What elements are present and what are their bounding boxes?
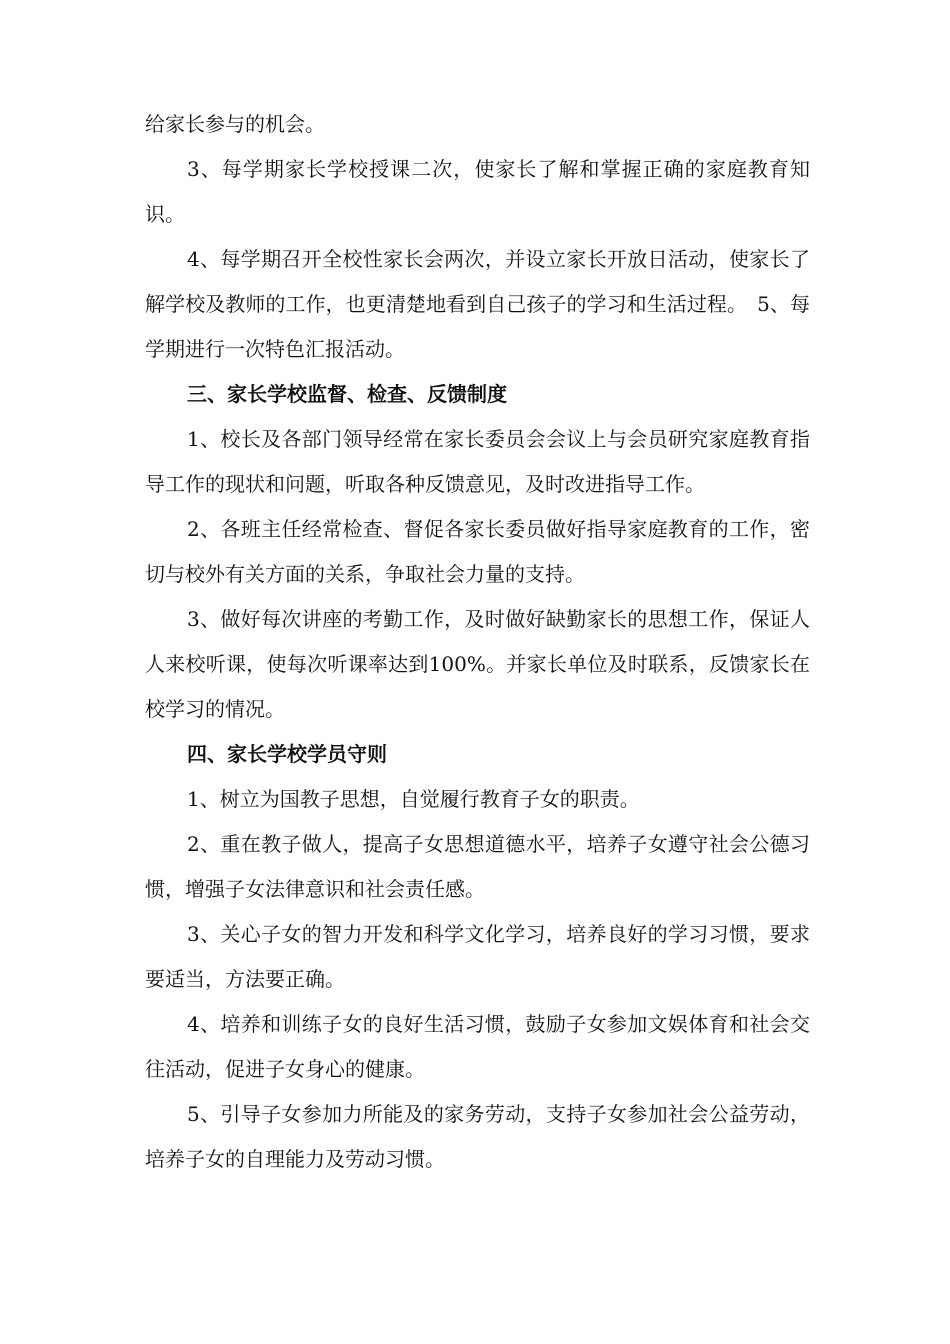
paragraph-section4-item-5: 5、引导子女参加力所能及的家务劳动，支持子女参加社会公益劳动，培养子女的自理能力及劳动习惯。 [145, 1102, 810, 1171]
paragraph-section3-item-3: 3、做好每次讲座的考勤工作，及时做好缺勤家长的思想工作，保证人人来校听课，使每次听课率达到100%。并家长单位及时联系，反馈家长在校学习的情况。 [145, 607, 810, 721]
section-heading-3: 三、家长学校监督、检查、反馈制度 [187, 382, 507, 406]
section-heading-4: 四、家长学校学员守则 [187, 742, 387, 766]
paragraph-item-4-5: 4、每学期召开全校性家长会两次，并设立家长开放日活动，使家长了解学校及教师的工作，也更清楚地看到自己孩子的学习和生活过程。 5、每学期进行一次特色汇报活动。 [145, 247, 810, 361]
paragraph-item-3: 3、每学期家长学校授课二次，使家长了解和掌握正确的家庭教育知识。 [145, 157, 810, 226]
paragraph-section4-item-2: 2、重在教子做人，提高子女思想道德水平，培养子女遵守社会公德习惯，增强子女法律意识和社会责任感。 [145, 832, 810, 901]
paragraph-continuation: 给家长参与的机会。 [145, 112, 325, 136]
document-body [145, 102, 810, 1182]
paragraph-section3-item-2: 2、各班主任经常检查、督促各家长委员做好指导家庭教育的工作，密切与校外有关方面的关系，争取社会力量的支持。 [145, 517, 810, 586]
paragraph-section4-item-4: 4、培养和训练子女的良好生活习惯，鼓励子女参加文娱体育和社会交往活动，促进子女身心的健康。 [145, 1012, 810, 1081]
paragraph-section4-item-1: 1、树立为国教子思想，自觉履行教育子女的职责。 [187, 787, 640, 811]
paragraph-section4-item-3: 3、关心子女的智力开发和科学文化学习，培养良好的学习习惯，要求要适当，方法要正确。 [145, 922, 810, 991]
paragraph-section3-item-1: 1、校长及各部门领导经常在家长委员会会议上与会员研究家庭教育指导工作的现状和问题，听取各种反馈意见，及时改进指导工作。 [145, 427, 810, 496]
